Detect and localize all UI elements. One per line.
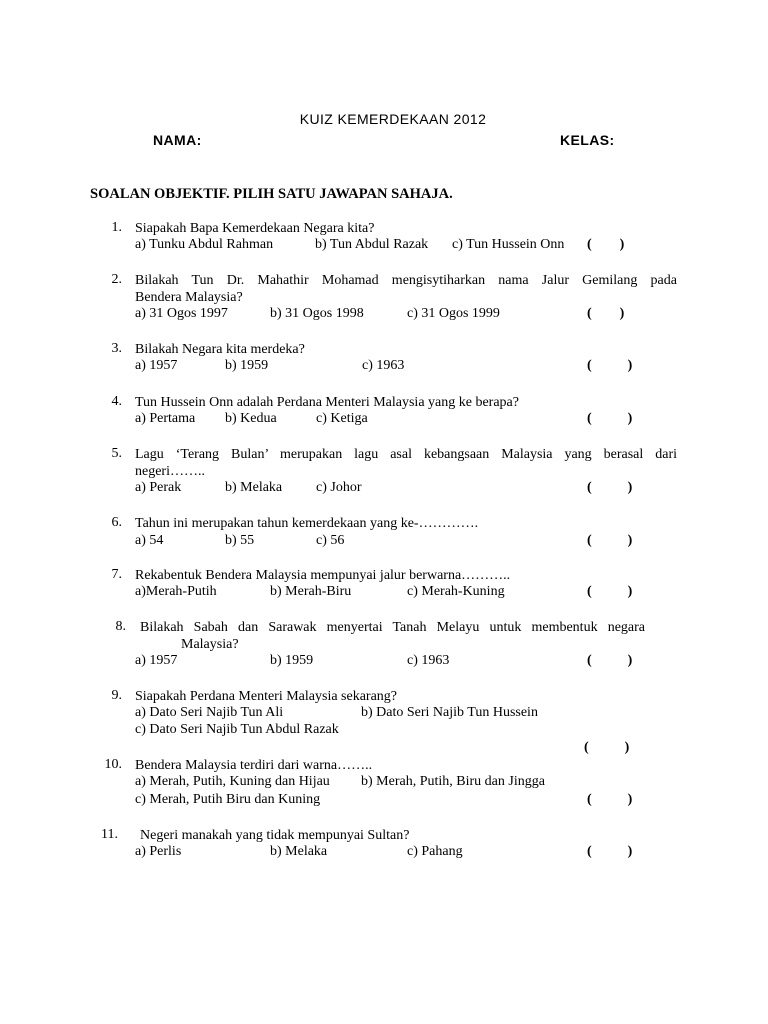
option-c: c) 31 Ogos 1999: [407, 306, 500, 321]
question-text: Bendera Malaysia terdiri dari warna……..: [135, 758, 373, 773]
option-a: a) 1957: [135, 653, 178, 668]
question-text: Tahun ini merupakan tahun kemerdekaan yang ke-………….: [135, 516, 479, 531]
option-b: b) Merah, Putih, Biru dan Jingga: [361, 774, 545, 789]
question-text: Bilakah Negara kita merdeka?: [135, 342, 305, 357]
answer-box[interactable]: ( ): [587, 844, 633, 859]
question-number: 5.: [111, 446, 122, 461]
option-b: b) Melaka: [270, 844, 328, 859]
answer-box[interactable]: ( ): [587, 584, 633, 599]
instruction: SOALAN OBJEKTIF. PILIH SATU JAWAPAN SAHAJA.: [90, 186, 453, 202]
option-b: b) Tun Abdul Razak: [315, 237, 429, 252]
option-a: a) Dato Seri Najib Tun Ali: [135, 705, 284, 720]
option-a: a) Pertama: [135, 411, 196, 426]
question-text: Siapakah Perdana Menteri Malaysia sekarang?: [135, 689, 398, 704]
option-a: a) Perlis: [135, 844, 182, 859]
question-text: Tun Hussein Onn adalah Perdana Menteri Malaysia yang ke berapa?: [135, 395, 519, 410]
option-a: a) 1957: [135, 358, 178, 373]
question-number: 7.: [111, 567, 122, 582]
option-c: c) Johor: [316, 480, 362, 495]
option-b: b) 1959: [225, 358, 269, 373]
question-text: Siapakah Bapa Kemerdekaan Negara kita?: [135, 221, 375, 236]
option-b: b) Kedua: [225, 411, 277, 426]
option-c: c) Merah, Putih Biru dan Kuning: [135, 792, 321, 807]
question-number: 11.: [101, 827, 118, 842]
question-number: 10.: [104, 757, 122, 772]
option-c: c) Tun Hussein Onn: [452, 237, 565, 252]
option-b: b) Dato Seri Najib Tun Hussein: [361, 705, 538, 720]
option-b: b) 1959: [270, 653, 314, 668]
question-number: 9.: [111, 688, 122, 703]
question-number: 4.: [111, 394, 122, 409]
answer-box[interactable]: ( ): [587, 237, 625, 252]
option-a: a) Perak: [135, 480, 182, 495]
question-number: 3.: [111, 341, 122, 356]
answer-box[interactable]: ( ): [587, 411, 633, 426]
answer-box[interactable]: ( ): [587, 533, 633, 548]
answer-box[interactable]: ( ): [584, 740, 630, 755]
answer-box[interactable]: ( ): [587, 792, 633, 807]
option-c: c) 1963: [407, 653, 450, 668]
option-a: a) 54: [135, 533, 164, 548]
option-b: b) 55: [225, 533, 255, 548]
question-number: 2.: [111, 272, 122, 287]
question-text: Rekabentuk Bendera Malaysia mempunyai jalur berwarna………..: [135, 568, 511, 583]
option-a: a) Tunku Abdul Rahman: [135, 237, 274, 252]
question-text: Bilakah Tun Dr. Mahathir Mohamad mengisytiharkan nama Jalur Gemilang pada: [135, 273, 677, 288]
option-c: c) 56: [316, 533, 345, 548]
option-a: a) 31 Ogos 1997: [135, 306, 228, 321]
option-b: b) Melaka: [225, 480, 283, 495]
nama-label: NAMA:: [153, 132, 202, 148]
option-c: c) 1963: [362, 358, 405, 373]
question-text: Negeri manakah yang tidak mempunyai Sultan?: [140, 828, 410, 843]
answer-box[interactable]: ( ): [587, 480, 633, 495]
question-number: 8.: [115, 619, 126, 634]
kelas-label: KELAS:: [560, 132, 615, 148]
question-text-cont: Malaysia?: [181, 637, 239, 652]
option-c: c) Dato Seri Najib Tun Abdul Razak: [135, 722, 339, 737]
option-a: a) Merah, Putih, Kuning dan Hijau: [135, 774, 330, 789]
option-b: b) 31 Ogos 1998: [270, 306, 364, 321]
question-text-cont: negeri……..: [135, 464, 205, 479]
option-a: a)Merah-Putih: [135, 584, 217, 599]
question-number: 1.: [111, 220, 122, 235]
option-c: c) Pahang: [407, 844, 463, 859]
page-title: KUIZ KEMERDEKAAN 2012: [299, 111, 487, 127]
question-number: 6.: [111, 515, 122, 530]
question-text-cont: Bendera Malaysia?: [135, 290, 243, 305]
question-text: Lagu ‘Terang Bulan’ merupakan lagu asal kebangsaan Malaysia yang berasal dari: [135, 447, 677, 462]
option-c: c) Merah-Kuning: [407, 584, 505, 599]
answer-box[interactable]: ( ): [587, 306, 625, 321]
answer-box[interactable]: ( ): [587, 358, 633, 373]
option-c: c) Ketiga: [316, 411, 368, 426]
answer-box[interactable]: ( ): [587, 653, 633, 668]
option-b: b) Merah-Biru: [270, 584, 352, 599]
question-text: Bilakah Sabah dan Sarawak menyertai Tanah Melayu untuk membentuk negara: [140, 620, 645, 635]
